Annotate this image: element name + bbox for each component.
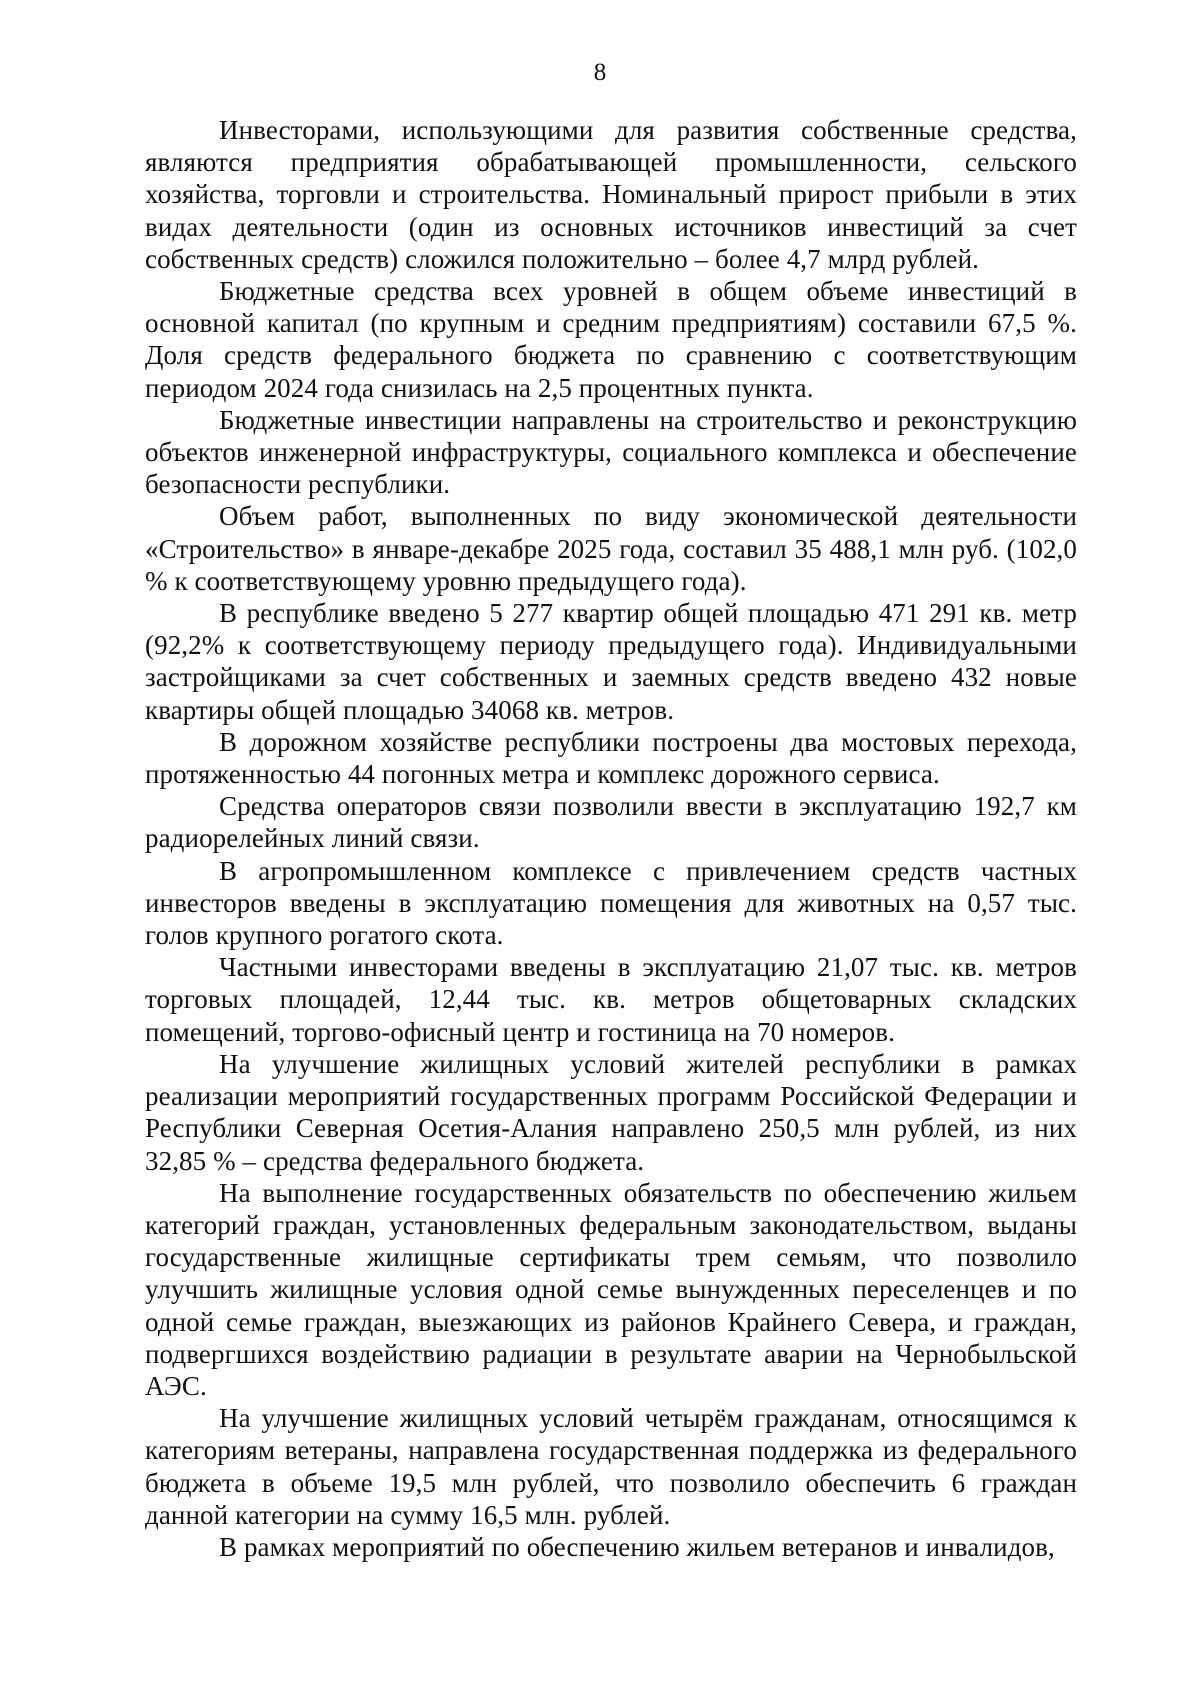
paragraph-agro-complex: В агропромышленном комплексе с привлечением средств частных инвесторов введены в эксплуатацию помещения для животных на 0,57 тыс. голов крупного рогатого скота. [145,855,1077,951]
paragraph-housing-programs: На улучшение жилищных условий жителей республики в рамках реализации мероприятий государственных программ Российской Федерации и Республики Северная Осетия-Алания направлено 250,5 млн рублей, из них 32,85 % – средства федерального бюджета. [145,1048,1077,1176]
paragraph-road-economy: В дорожном хозяйстве республики построены два мостовых перехода, протяженностью 44 погонных метра и комплекс дорожного сервиса. [145,726,1077,790]
document-body [145,114,1077,1563]
paragraph-investors-own-funds: Инвесторами, использующими для развития собственные средства, являются предприятия обрабатывающей промышленности, сельского хозяйства, торговли и строительства. Номинальный прирост прибыли в этих видах деятельности (один из основных источников инвестиций за счет собственных средств) сложился положительно – более 4,7 млрд рублей. [145,115,1077,274]
paragraph-housing-certificates: На выполнение государственных обязательств по обеспечению жильем категорий граждан, установленных федеральным законодательством, выданы государственные жилищные сертификаты трем семьям, что позволило улучшить жилищные условия одной семье вынужденных переселенцев и по одной семье граждан, выезжающих из районов Крайнего Севера, и граждан, подвергшихся воздействию радиации в результате аварии на Чернобыльской АЭС. [145,1177,1077,1401]
paragraph-veterans-disabled: В рамках мероприятий по обеспечению жильем ветеранов и инвалидов, [219,1531,1055,1562]
paragraph-veterans-support: На улучшение жилищных условий четырём гражданам, относящимся к категориям ветераны, направлена государственная поддержка из федерального бюджета в объеме 19,5 млн рублей, что позволило обеспечить 6 граждан данной категории на сумму 16,5 млн. рублей. [145,1403,1077,1530]
paragraph-budget-investments: Бюджетные инвестиции направлены на строительство и реконструкцию объектов инженерной инфраструктуры, социального комплекса и обеспечение безопасности республики. [145,404,1077,500]
paragraph-private-investors: Частными инвесторами введены в эксплуатацию 21,07 тыс. кв. метров торговых площадей, 12,44 тыс. кв. метров общетоварных складских помещений, торгово-офисный центр и гостиница на 70 номеров. [145,952,1077,1047]
paragraph-budget-funds: Бюджетные средства всех уровней в общем объеме инвестиций в основной капитал (по крупным и средним предприятиям) составили 67,5 %. Доля средств федерального бюджета по сравнению с соответствующим периодом 2024 года снизилась на 2,5 процентных пункта. [145,276,1077,403]
page-number: 8 [593,59,607,86]
paragraph-construction-volume: Объем работ, выполненных по виду экономической деятельности «Строительство» в январе-декабре 2025 года, составил 35 488,1 млн руб. (102,0 % к соответствующему уровню предыдущего года). [145,501,1077,596]
paragraph-communication-lines: Средства операторов связи позволили ввести в эксплуатацию 192,7 км радиорелейных линий связи. [145,791,1077,854]
paragraph-housing-commissioned: В республике введено 5 277 квартир общей площадью 471 291 кв. метр (92,2% к соответствующему периоду предыдущего года). Индивидуальными застройщиками за счет собственных и заемных средств введено 432 новые квартиры общей площадью 34068 кв. метров. [145,598,1077,725]
